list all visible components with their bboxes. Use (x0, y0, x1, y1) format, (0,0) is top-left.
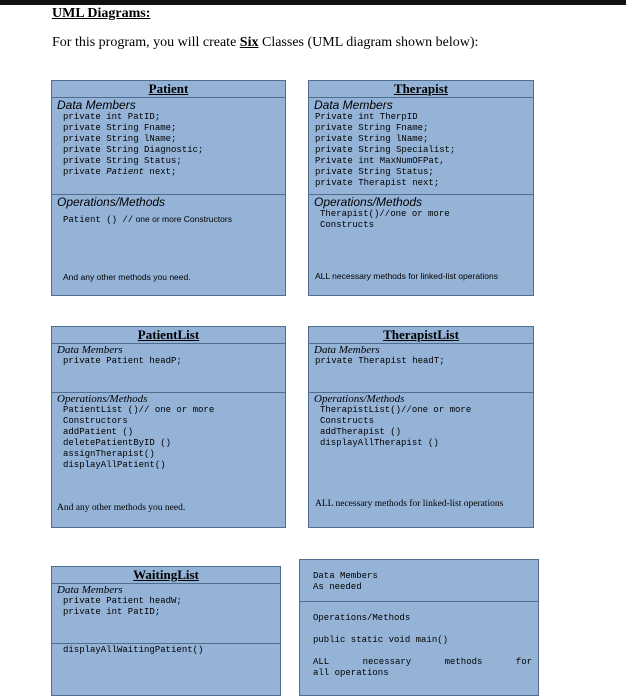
operation: Constructs (320, 416, 375, 426)
data-members-header: Data Members (57, 98, 136, 112)
operations-header: Operations/Methods (57, 393, 148, 405)
data-members-header: Data Members (57, 584, 123, 596)
patient-operations (52, 194, 285, 227)
member: private String Specialist; (315, 145, 456, 155)
member: private int PatID; (63, 607, 161, 617)
patient-note: And any other methods you need. (63, 272, 191, 282)
member: private Therapist next; (315, 178, 440, 188)
patientlist-note: And any other methods you need. (57, 503, 186, 513)
operations-header: Operations/Methods (314, 393, 405, 405)
operation: displayAllWaitingPatient() (63, 645, 204, 655)
patientlist-class-box (51, 326, 286, 528)
therapist-class-title: Therapist (309, 81, 533, 98)
data-members-header: Data Members (314, 344, 380, 356)
operations-header: Operations/Methods (313, 613, 411, 623)
operation: PatientList ()// one or more (63, 405, 215, 415)
main-operations (300, 601, 554, 678)
therapistlist-class-box (308, 326, 534, 528)
waitinglist-class-box (51, 566, 281, 696)
operation: Patient () // one or more Constructors (63, 214, 232, 225)
page-title: UML Diagrams: (52, 6, 151, 21)
top-border (0, 0, 626, 5)
therapist-note: ALL necessary methods for linked-list operations (315, 271, 498, 281)
operation: displayAllPatient() (63, 460, 166, 470)
member: As needed (313, 582, 362, 592)
therapist-data-members (309, 98, 533, 189)
member: private String Status; (315, 167, 434, 177)
waitinglist-operations (52, 643, 280, 656)
member: private Patient next; (63, 167, 177, 177)
member: Private int TherpID (315, 112, 418, 122)
therapistlist-note: ALL necessary methods for linked-list operations (315, 499, 504, 509)
therapistlist-data-members (309, 344, 533, 367)
operation: public static void main() (313, 635, 449, 645)
member: private Patient headW; (63, 596, 182, 606)
waitinglist-class-title: WaitingList (52, 567, 280, 584)
main-note: ALL necessary methods for all operations (313, 657, 554, 678)
member: Private int MaxNumOFPat, (315, 156, 445, 166)
member: private String Diagnostic; (63, 145, 204, 155)
operations-header: Operations/Methods (57, 195, 166, 209)
operation: TherapistList()//one or more (320, 405, 472, 415)
member: private int PatID; (63, 112, 161, 122)
patient-class-title: Patient (52, 81, 285, 98)
member: private String lName; (315, 134, 429, 144)
therapistlist-class-title: TherapistList (309, 327, 533, 344)
operation: addPatient () (63, 427, 134, 437)
operation: displayAllTherapist () (320, 438, 439, 448)
data-members-header: Data Members (57, 344, 123, 356)
operation: Therapist()//one or more (320, 209, 450, 219)
operation: addTherapist () (320, 427, 402, 437)
intro-text: For this program, you will create Six Classes (UML diagram shown below): (52, 35, 479, 50)
operations-header: Operations/Methods (314, 195, 423, 209)
main-data-members (300, 571, 538, 593)
member: private String Fname; (63, 123, 177, 133)
member: private Patient headP; (63, 356, 182, 366)
patientlist-class-title: PatientList (52, 327, 285, 344)
patient-class-box (51, 80, 286, 296)
patient-data-members (52, 98, 285, 178)
operation: Constructs (320, 220, 375, 230)
member: private String Fname; (315, 123, 429, 133)
main-class-box (299, 559, 554, 696)
waitinglist-data-members (52, 584, 280, 618)
data-members-header: Data Members (314, 98, 393, 112)
operation: deletePatientByID () (63, 438, 172, 448)
patientlist-data-members (52, 344, 285, 367)
member: private String lName; (63, 134, 177, 144)
operation: Constructors (63, 416, 128, 426)
data-members-header: Data Members (313, 571, 378, 581)
therapist-operations (309, 194, 533, 231)
member: private String Status; (63, 156, 182, 166)
member: private Therapist headT; (315, 356, 445, 366)
therapist-class-box (308, 80, 534, 296)
patientlist-operations (52, 392, 285, 471)
therapistlist-operations (309, 392, 533, 449)
operation: assignTherapist() (63, 449, 155, 459)
